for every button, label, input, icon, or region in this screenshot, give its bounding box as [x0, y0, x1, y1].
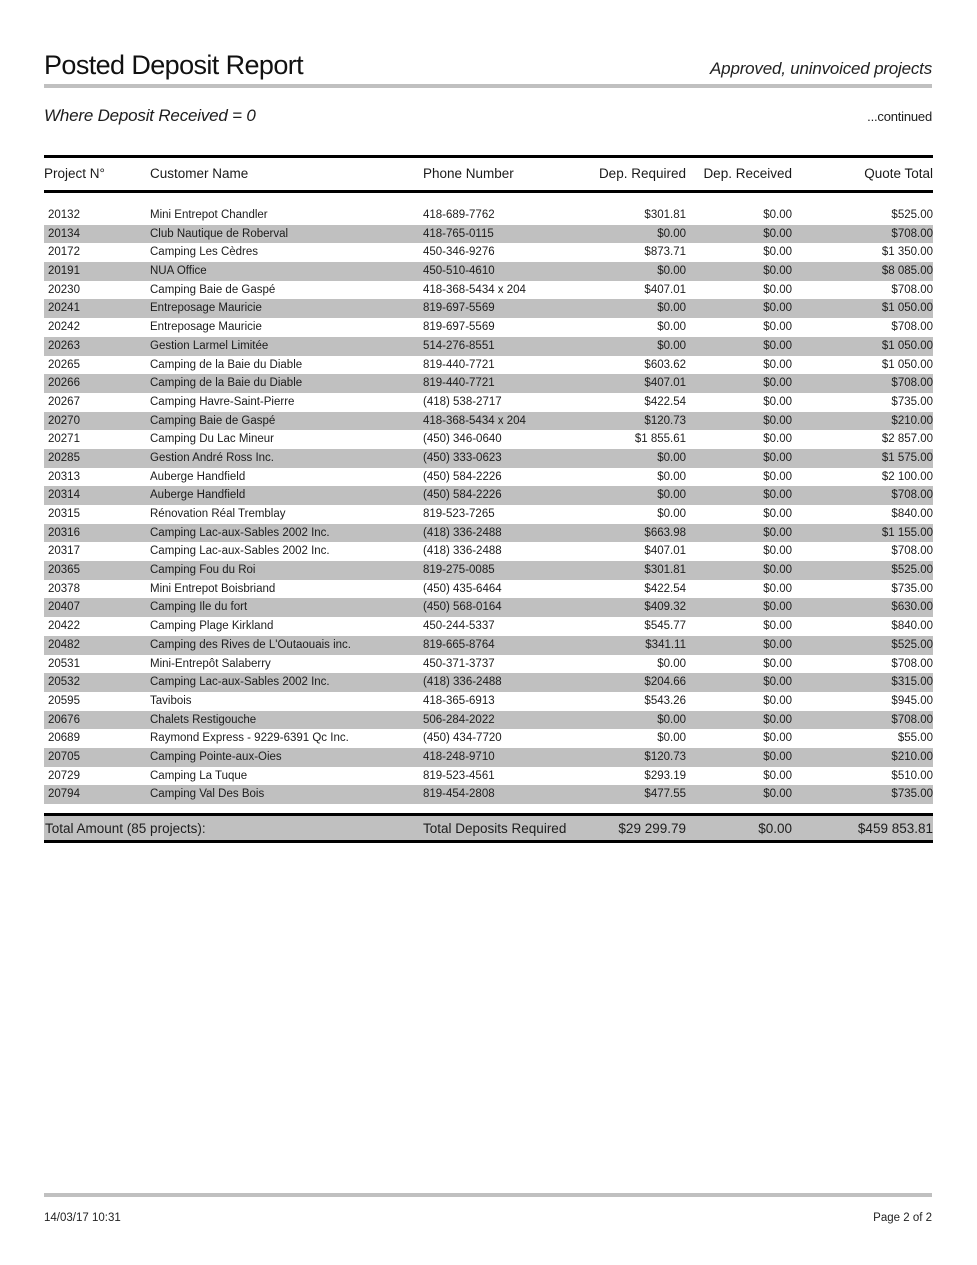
- project-number-cell: 20531: [48, 657, 80, 670]
- table-row: [44, 262, 933, 281]
- customer-name-cell: Camping Lac-aux-Sables 2002 Inc.: [150, 676, 330, 689]
- dep-received-cell: $0.00: [763, 451, 792, 464]
- phone-number-cell: (450) 346-0640: [423, 433, 502, 446]
- dep-required-cell: $422.54: [644, 582, 686, 595]
- quote-total-cell: $1 350.00: [881, 246, 933, 259]
- project-number-cell: 20316: [48, 526, 80, 539]
- quote-total-cell: $2 100.00: [881, 470, 933, 483]
- phone-number-cell: 450-346-9276: [423, 246, 495, 259]
- dep-received-cell: $0.00: [763, 302, 792, 315]
- report-footer: [44, 1212, 932, 1224]
- project-number-cell: 20689: [48, 732, 80, 745]
- dep-required-cell: $543.26: [644, 694, 686, 707]
- phone-number-cell: 819-440-7721: [423, 377, 495, 390]
- customer-name-cell: Rénovation Réal Tremblay: [150, 508, 286, 520]
- table-row: [44, 785, 933, 804]
- continued-label: ...continued: [867, 109, 932, 124]
- quote-total-cell: $708.00: [891, 657, 933, 670]
- customer-name-cell: Mini-Entrepôt Salaberry: [150, 657, 271, 670]
- phone-number-cell: (418) 336-2488: [423, 545, 502, 558]
- phone-number-cell: (418) 336-2488: [423, 526, 502, 539]
- table-row: [44, 356, 933, 375]
- project-number-cell: 20132: [48, 209, 80, 221]
- dep-required-cell: $0.00: [657, 227, 686, 240]
- phone-number-cell: 506-284-2022: [423, 713, 495, 726]
- dep-required-cell: $0.00: [657, 657, 686, 670]
- customer-name-cell: Gestion Larmel Limitée: [150, 339, 269, 352]
- dep-received-cell: $0.00: [763, 377, 792, 390]
- phone-number-cell: 418-368-5434 x 204: [423, 283, 526, 296]
- dep-required-cell: $409.32: [644, 601, 686, 614]
- customer-name-cell: Mini Entrepot Boisbriand: [150, 582, 276, 595]
- project-number-cell: 20314: [48, 489, 80, 502]
- deposit-table: [44, 155, 933, 843]
- phone-number-cell: 819-454-2808: [423, 788, 495, 801]
- customer-name-cell: Camping de la Baie du Diable: [150, 377, 303, 390]
- table-row: [44, 598, 933, 617]
- project-number-cell: 20266: [48, 377, 80, 390]
- quote-total-cell: $2 857.00: [881, 433, 933, 446]
- dep-required-cell: $0.00: [657, 508, 686, 520]
- quote-total-cell: $735.00: [891, 395, 933, 408]
- dep-received-cell: $0.00: [763, 395, 792, 408]
- total-deposits-label: Total Deposits Required: [423, 820, 567, 836]
- dep-required-cell: $120.73: [644, 750, 686, 763]
- phone-number-cell: (418) 538-2717: [423, 395, 502, 408]
- quote-total-cell: $510.00: [891, 769, 933, 782]
- col-header-dep-required: Dep. Required: [598, 166, 686, 181]
- project-number-cell: 20595: [48, 694, 80, 707]
- customer-name-cell: Camping Lac-aux-Sables 2002 Inc.: [150, 526, 330, 539]
- dep-required-cell: $545.77: [644, 620, 686, 633]
- dep-received-cell: $0.00: [763, 433, 792, 446]
- dep-required-cell: $341.11: [645, 638, 686, 651]
- project-number-cell: 20407: [48, 601, 80, 614]
- total-row: [44, 813, 933, 843]
- table-header: [44, 155, 933, 193]
- dep-received-cell: $0.00: [763, 508, 792, 520]
- phone-number-cell: 418-248-9710: [423, 750, 495, 763]
- quote-total-cell: $1 050.00: [881, 339, 933, 352]
- table-row: [44, 711, 933, 730]
- quote-total-cell: $735.00: [891, 582, 933, 595]
- quote-total-cell: $708.00: [891, 545, 933, 558]
- project-number-cell: 20794: [48, 788, 80, 801]
- dep-received-cell: $0.00: [763, 582, 792, 595]
- quote-total-cell: $8 085.00: [881, 265, 933, 278]
- report-filter: Where Deposit Received = 0: [44, 106, 256, 125]
- project-number-cell: 20191: [48, 265, 80, 278]
- quote-total-cell: $840.00: [891, 620, 933, 633]
- quote-total-cell: $840.00: [891, 508, 933, 520]
- customer-name-cell: Camping Les Cèdres: [150, 246, 259, 259]
- customer-name-cell: Camping Fou du Roi: [150, 564, 256, 577]
- phone-number-cell: (450) 435-6464: [423, 582, 502, 595]
- dep-required-cell: $0.00: [657, 265, 686, 278]
- quote-total-cell: $1 050.00: [881, 302, 933, 315]
- dep-required-cell: $422.54: [644, 395, 686, 408]
- customer-name-cell: Gestion André Ross Inc.: [150, 451, 275, 464]
- dep-received-cell: $0.00: [763, 601, 792, 614]
- quote-total-cell: $708.00: [891, 713, 933, 726]
- customer-name-cell: Camping Plage Kirkland: [150, 620, 274, 633]
- customer-name-cell: Auberge Handfield: [150, 470, 246, 483]
- dep-received-cell: $0.00: [763, 470, 792, 483]
- customer-name-cell: Camping Ile du fort: [150, 601, 248, 614]
- quote-total-cell: $735.00: [891, 788, 933, 801]
- phone-number-cell: 819-275-0085: [423, 564, 495, 577]
- project-number-cell: 20422: [48, 620, 80, 633]
- quote-total-cell: $525.00: [891, 638, 933, 651]
- table-row: [44, 767, 933, 786]
- dep-received-cell: $0.00: [763, 526, 792, 539]
- phone-number-cell: 514-276-8551: [423, 339, 495, 352]
- dep-received-cell: $0.00: [763, 283, 792, 296]
- quote-total-cell: $315.00: [891, 676, 933, 689]
- project-number-cell: 20242: [48, 321, 80, 334]
- project-number-cell: 20172: [48, 246, 80, 259]
- customer-name-cell: Camping Du Lac Mineur: [150, 433, 275, 446]
- table-row: [44, 580, 933, 599]
- customer-name-cell: Mini Entrepot Chandler: [150, 209, 268, 221]
- dep-received-cell: $0.00: [763, 321, 792, 334]
- quote-total-cell: $708.00: [891, 489, 933, 502]
- customer-name-cell: Tavibois: [150, 694, 192, 707]
- project-number-cell: 20313: [48, 470, 80, 483]
- project-number-cell: 20482: [48, 638, 80, 651]
- dep-required-cell: $1 855.61: [634, 433, 686, 446]
- quote-total-cell: $1 050.00: [881, 358, 933, 371]
- customer-name-cell: Camping Baie de Gaspé: [150, 414, 276, 427]
- total-label: Total Amount (85 projects):: [45, 820, 206, 836]
- table-row: [44, 468, 933, 487]
- dep-required-cell: $0.00: [657, 302, 686, 315]
- col-header-phone: Phone Number: [423, 166, 514, 181]
- report-subtitle: Approved, uninvoiced projects: [710, 59, 932, 78]
- phone-number-cell: 819-697-5569: [423, 302, 495, 315]
- dep-received-cell: $0.00: [763, 620, 792, 633]
- dep-received-cell: $0.00: [763, 676, 792, 689]
- phone-number-cell: (418) 336-2488: [423, 676, 502, 689]
- dep-received-cell: $0.00: [763, 209, 792, 221]
- phone-number-cell: 450-244-5337: [423, 620, 495, 633]
- quote-total-cell: $210.00: [891, 750, 933, 763]
- col-header-customer: Customer Name: [150, 166, 249, 181]
- total-quote-total: $459 853.81: [857, 820, 933, 836]
- dep-received-cell: $0.00: [763, 265, 792, 278]
- table-row: [44, 374, 933, 393]
- dep-required-cell: $293.19: [644, 769, 686, 782]
- customer-name-cell: Chalets Restigouche: [150, 713, 257, 726]
- phone-number-cell: (450) 434-7720: [423, 732, 502, 745]
- dep-required-cell: $0.00: [657, 470, 686, 483]
- dep-required-cell: $301.81: [644, 209, 686, 221]
- phone-number-cell: 418-689-7762: [423, 209, 495, 221]
- table-row: [44, 243, 933, 262]
- table-row: [44, 318, 933, 337]
- project-number-cell: 20241: [48, 302, 80, 315]
- table-row: [44, 430, 933, 449]
- dep-required-cell: $0.00: [657, 713, 686, 726]
- project-number-cell: 20705: [48, 750, 80, 763]
- phone-number-cell: 819-440-7721: [423, 358, 495, 371]
- project-number-cell: 20365: [48, 564, 80, 577]
- phone-number-cell: (450) 584-2226: [423, 489, 502, 502]
- dep-required-cell: $0.00: [657, 339, 686, 352]
- project-number-cell: 20729: [48, 769, 80, 782]
- title-divider: [44, 84, 932, 88]
- dep-required-cell: $663.98: [644, 526, 686, 539]
- customer-name-cell: Entreposage Mauricie: [150, 321, 262, 334]
- dep-received-cell: $0.00: [763, 227, 792, 240]
- phone-number-cell: (450) 333-0623: [423, 451, 502, 464]
- phone-number-cell: 450-371-3737: [423, 657, 495, 670]
- table-row: [44, 748, 933, 767]
- dep-required-cell: $301.81: [644, 564, 686, 577]
- customer-name-cell: Camping des Rives de L'Outaouais inc.: [150, 638, 351, 651]
- dep-received-cell: $0.00: [763, 657, 792, 670]
- footer-page-number: Page 2 of 2: [873, 1212, 932, 1224]
- dep-required-cell: $0.00: [657, 321, 686, 334]
- project-number-cell: 20315: [48, 508, 80, 520]
- table-row: [44, 412, 933, 431]
- dep-received-cell: $0.00: [763, 638, 792, 651]
- project-number-cell: 20317: [48, 545, 80, 558]
- project-number-cell: 20270: [48, 414, 80, 427]
- dep-required-cell: $120.73: [644, 414, 686, 427]
- phone-number-cell: 819-523-7265: [423, 508, 495, 520]
- table-row: [44, 655, 933, 674]
- table-row: [44, 673, 933, 692]
- table-row: [44, 393, 933, 412]
- customer-name-cell: Auberge Handfield: [150, 489, 246, 502]
- phone-number-cell: 418-765-0115: [423, 227, 494, 240]
- dep-required-cell: $603.62: [644, 358, 686, 371]
- dep-required-cell: $204.66: [644, 676, 686, 689]
- dep-required-cell: $0.00: [657, 451, 686, 464]
- customer-name-cell: Camping Lac-aux-Sables 2002 Inc.: [150, 545, 330, 558]
- col-header-project: Project N°: [44, 166, 105, 181]
- project-number-cell: 20267: [48, 395, 80, 408]
- table-row: [44, 692, 933, 711]
- project-number-cell: 20230: [48, 283, 80, 296]
- phone-number-cell: 819-665-8764: [423, 638, 495, 651]
- quote-total-cell: $708.00: [891, 227, 933, 240]
- dep-received-cell: $0.00: [763, 414, 792, 427]
- quote-total-cell: $708.00: [891, 283, 933, 296]
- quote-total-cell: $1 575.00: [881, 451, 933, 464]
- table-row: [44, 486, 933, 505]
- col-header-dep-received: Dep. Received: [703, 166, 792, 181]
- project-number-cell: 20285: [48, 451, 80, 464]
- customer-name-cell: NUA Office: [150, 265, 207, 278]
- dep-received-cell: $0.00: [763, 788, 792, 801]
- customer-name-cell: Raymond Express - 9229-6391 Qc Inc.: [150, 732, 349, 745]
- quote-total-cell: $945.00: [891, 694, 933, 707]
- quote-total-cell: $1 155.00: [881, 526, 933, 539]
- total-dep-required: $29 299.79: [618, 820, 686, 836]
- table-row: [44, 561, 933, 580]
- table-row: [44, 617, 933, 636]
- customer-name-cell: Entreposage Mauricie: [150, 302, 262, 315]
- customer-name-cell: Camping La Tuque: [150, 769, 248, 782]
- phone-number-cell: 450-510-4610: [423, 265, 495, 278]
- dep-received-cell: $0.00: [763, 339, 792, 352]
- dep-received-cell: $0.00: [763, 769, 792, 782]
- project-number-cell: 20378: [48, 582, 80, 595]
- dep-required-cell: $407.01: [644, 283, 686, 296]
- dep-received-cell: $0.00: [763, 545, 792, 558]
- phone-number-cell: 819-697-5569: [423, 321, 495, 334]
- table-row: [44, 505, 933, 524]
- table-row: [44, 542, 933, 561]
- customer-name-cell: Camping de la Baie du Diable: [150, 358, 303, 371]
- quote-total-cell: $708.00: [891, 321, 933, 334]
- table-row: [44, 281, 933, 300]
- quote-total-cell: $525.00: [891, 564, 933, 577]
- report-header: [44, 50, 932, 88]
- table-row: [44, 729, 933, 748]
- customer-name-cell: Camping Havre-Saint-Pierre: [150, 395, 295, 408]
- project-number-cell: 20134: [48, 227, 80, 240]
- table-body: [44, 206, 933, 804]
- dep-received-cell: $0.00: [763, 713, 792, 726]
- customer-name-cell: Club Nautique de Roberval: [150, 227, 289, 240]
- dep-received-cell: $0.00: [763, 246, 792, 259]
- dep-required-cell: $0.00: [657, 732, 686, 745]
- dep-received-cell: $0.00: [763, 489, 792, 502]
- dep-received-cell: $0.00: [763, 358, 792, 371]
- quote-total-cell: $55.00: [897, 732, 933, 745]
- quote-total-cell: $210.00: [891, 414, 933, 427]
- project-number-cell: 20532: [48, 676, 80, 689]
- project-number-cell: 20265: [48, 358, 80, 371]
- customer-name-cell: Camping Baie de Gaspé: [150, 283, 276, 296]
- quote-total-cell: $708.00: [891, 377, 933, 390]
- phone-number-cell: (450) 568-0164: [423, 601, 502, 614]
- dep-required-cell: $477.55: [644, 788, 686, 801]
- footer-divider: [44, 1193, 932, 1197]
- footer-datetime: 14/03/17 10:31: [44, 1212, 121, 1224]
- project-number-cell: 20676: [48, 713, 80, 726]
- quote-total-cell: $525.00: [891, 209, 933, 221]
- phone-number-cell: 819-523-4561: [423, 769, 495, 782]
- quote-total-cell: $630.00: [891, 601, 933, 614]
- phone-number-cell: 418-368-5434 x 204: [423, 414, 526, 427]
- project-number-cell: 20263: [48, 339, 80, 352]
- table-row: [44, 337, 933, 356]
- phone-number-cell: (450) 584-2226: [423, 470, 502, 483]
- dep-required-cell: $0.00: [657, 489, 686, 502]
- table-row: [44, 225, 933, 244]
- dep-received-cell: $0.00: [763, 694, 792, 707]
- dep-received-cell: $0.00: [763, 564, 792, 577]
- dep-required-cell: $873.71: [644, 246, 686, 259]
- project-number-cell: 20271: [48, 433, 80, 446]
- table-row: [44, 636, 933, 655]
- table-row: [44, 206, 933, 225]
- dep-required-cell: $407.01: [644, 545, 686, 558]
- page-title: Posted Deposit Report: [44, 50, 304, 80]
- table-row: [44, 524, 933, 543]
- total-dep-received: $0.00: [758, 820, 792, 836]
- dep-required-cell: $407.01: [644, 377, 686, 390]
- customer-name-cell: Camping Pointe-aux-Oies: [150, 750, 282, 763]
- filter-row: [44, 106, 932, 126]
- dep-received-cell: $0.00: [763, 750, 792, 763]
- dep-received-cell: $0.00: [763, 732, 792, 745]
- customer-name-cell: Camping Val Des Bois: [150, 788, 265, 801]
- table-row: [44, 299, 933, 318]
- col-header-quote-total: Quote Total: [864, 166, 933, 181]
- table-row: [44, 449, 933, 468]
- phone-number-cell: 418-365-6913: [423, 694, 495, 707]
